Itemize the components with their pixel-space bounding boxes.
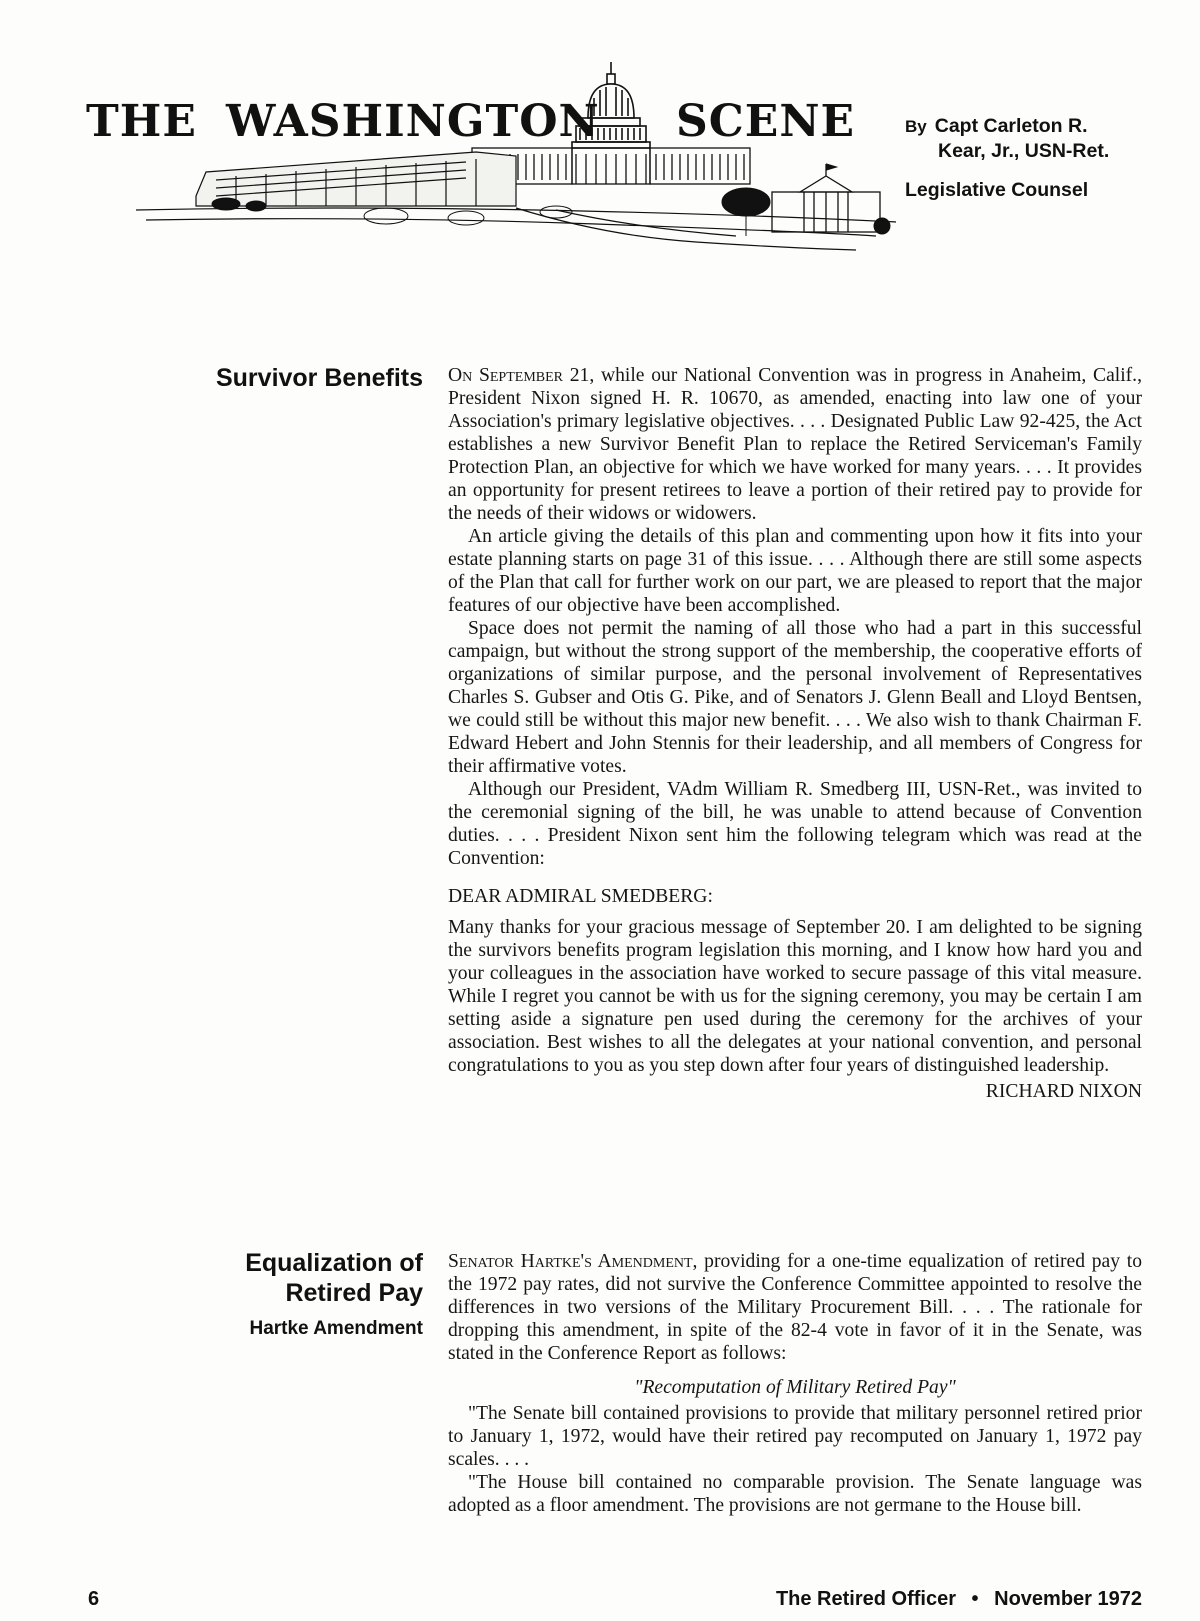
telegram-salutation: DEAR ADMIRAL SMEDBERG: xyxy=(448,886,713,907)
survivor-lead-in: On September xyxy=(448,365,563,386)
section-heading-equalization-line2: Retired Pay xyxy=(285,1279,423,1307)
equalization-paragraph-1 xyxy=(448,1250,1142,1365)
masthead-word-the: THE xyxy=(86,96,197,147)
equalization-lead-in: Senator Hartke's Amendment xyxy=(448,1251,693,1272)
survivor-paragraph-3: Space does not permit the naming of all those who had a part in this successful campaign, but without the strong support of the membership, the cooperative efforts of organizations of similar purpose, and the personal involvement of Representatives Charles S. Gubser and Otis G. Pike, and of Senators J. Glenn Beall and Lloyd Bentsen, we could still be without this major new benefit. . . . We also wish to thank Chairman F. Edward Hebert and John Stennis for their leadership, and all members of Congress for their affirmative votes. xyxy=(448,618,1142,777)
publication-line xyxy=(776,1588,1142,1611)
masthead-title xyxy=(86,96,856,147)
section-heading-equalization xyxy=(245,1248,423,1308)
author-name-line2: Kear, Jr., USN-Ret. xyxy=(938,140,1110,162)
equalization-paragraph-1-text: , providing for a one-time equalization of retired pay to the 1972 pay rates, did not survive the Conference Committee appointed to resolve the differences in two versions of the Military Procurement Bill. . . . The rationale for dropping this amendment, in spite of the 82-4 vote in favor of it in the Senate, was stated in the Conference Report as follows: xyxy=(448,1251,1143,1364)
sidebar-heading-equalization xyxy=(245,1248,423,1340)
byline xyxy=(905,114,1109,202)
publication-issue: November 1972 xyxy=(994,1588,1142,1610)
author-name-line1: Capt Carleton R. xyxy=(934,115,1088,137)
survivor-paragraph-2: An article giving the details of this plan and commenting upon how it fits into your estate planning starts on page 31 of this issue. . . . Although there are still some aspects of the Plan that call for further work on our part, we are pleased to report that the major features of our objective have been accomplished. xyxy=(448,526,1142,616)
author-role: Legislative Counsel xyxy=(905,179,1089,201)
byline-by: By xyxy=(905,117,927,136)
publication-name: The Retired Officer xyxy=(775,1588,956,1610)
washington-skyline-illustration xyxy=(136,60,896,260)
conference-quote-1: "The Senate bill contained provisions to provide that military personnel retired prior to January 1, 1972, would have their retired pay recomputed on January 1, 1972 pay scales. . . . xyxy=(448,1403,1142,1470)
conference-quote-2: "The House bill contained no comparable provision. The Senate language was adopted as a floor amendment. The provisions are not germane to the House bill. xyxy=(448,1472,1142,1516)
survivor-paragraph-1-text: 21, while our National Convention was in progress in Anaheim, Calif., President Nixon signed H. R. 10670, as amended, enacting into law one of your Association's primary legislative objectives. . . . Designated Public Law 92-425, the Act establishes a new Survivor Benefit Plan to replace the Retired Serviceman's Family Protection Plan, an objective for which we have worked for many years. . . . It provides an opportunity for present retirees to leave a portion of their retired pay to provide for the needs of their widows or widowers. xyxy=(448,365,1142,524)
page-number: 6 xyxy=(88,1588,100,1610)
telegram-signer: RICHARD NIXON xyxy=(985,1081,1142,1102)
conference-report-title: "Recomputation of Military Retired Pay" xyxy=(634,1377,956,1398)
masthead-word-washington: WASHINGTON xyxy=(226,96,600,147)
section-heading-equalization-line1: Equalization of xyxy=(245,1249,423,1277)
section-heading-survivor-benefits: Survivor Benefits xyxy=(215,364,423,392)
masthead-word-scene: SCENE xyxy=(676,96,856,147)
survivor-paragraph-1 xyxy=(448,364,1142,525)
survivor-benefits-body xyxy=(448,364,1142,1103)
telegram-text: Many thanks for your gracious message of September 20. I am delighted to be signing the survivors benefits program legislation this morning, and I know how hard you and your colleagues in the association have worked to secure passage of this vital measure. While I regret you cannot be with us for the signing ceremony, you may be certain I am setting aside a signature pen used during the ceremony for the archives of your association. Best wishes to all the delegates at your national convention, and personal congratulations to you as you step down after four years of distinguished leadership. xyxy=(448,917,1142,1076)
sidebar-heading-survivor xyxy=(216,363,423,393)
section-subheading-hartke: Hartke Amendment xyxy=(249,1318,423,1339)
footer-separator: • xyxy=(971,1588,979,1610)
masthead xyxy=(86,60,896,260)
equalization-body xyxy=(448,1250,1142,1517)
survivor-paragraph-4: Although our President, VAdm William R. Smedberg III, USN-Ret., was invited to the ceremonial signing of the bill, he was unable to attend because of Convention duties. . . . President Nixon sent him the following telegram which was read at the Convention: xyxy=(448,779,1142,869)
